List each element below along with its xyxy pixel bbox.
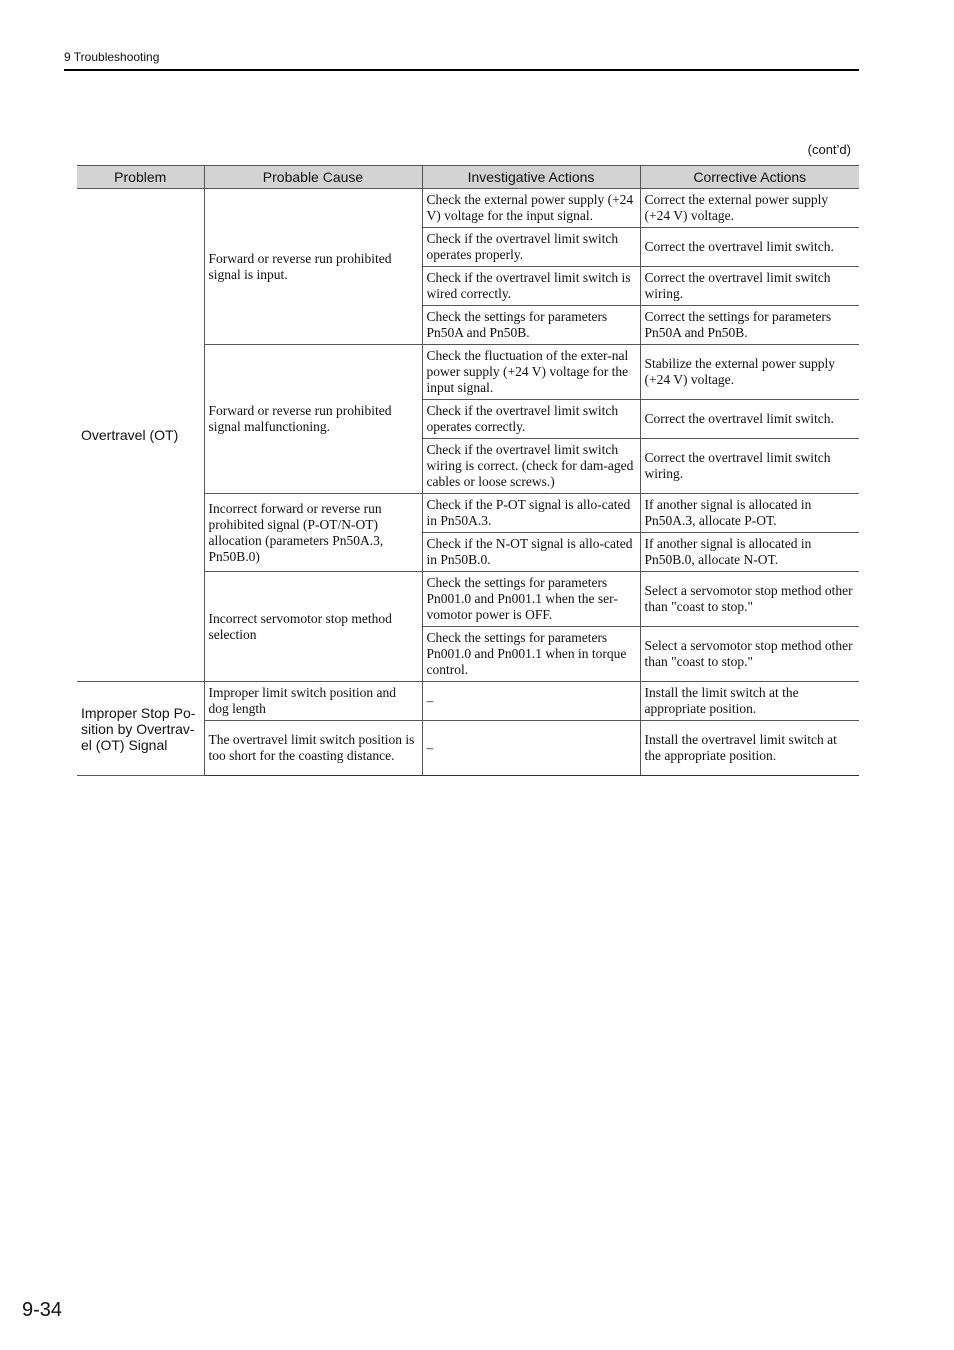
investigative-action-cell: Check if the overtravel limit switch operates correctly.	[422, 400, 640, 439]
investigative-action-cell: Check if the P-OT signal is allo-cated in Pn50A.3.	[422, 494, 640, 533]
problem-cell: Overtravel (OT)	[77, 189, 204, 682]
corrective-action-cell: Install the limit switch at the appropriate position.	[640, 682, 859, 721]
corrective-action-cell: Correct the overtravel limit switch.	[640, 400, 859, 439]
header-text: 9 Troubleshooting	[64, 50, 160, 64]
corrective-action-cell: Stabilize the external power supply (+24 V) voltage.	[640, 345, 859, 400]
cause-cell: Forward or reverse run prohibited signal malfunctioning.	[204, 345, 422, 494]
investigative-action-cell: –	[422, 682, 640, 721]
running-header	[64, 50, 859, 71]
corrective-action-cell: Correct the external power supply (+24 V) voltage.	[640, 189, 859, 228]
investigative-action-cell: Check if the N-OT signal is allo-cated in Pn50B.0.	[422, 533, 640, 572]
corrective-action-cell: If another signal is allocated in Pn50A.3, allocate P-OT.	[640, 494, 859, 533]
corrective-action-cell: Correct the settings for parameters Pn50A and Pn50B.	[640, 306, 859, 345]
cause-cell: Incorrect forward or reverse run prohibited signal (P-OT/N-OT) allocation (parameters Pn50A.3, Pn50B.0)	[204, 494, 422, 572]
cause-cell: Incorrect servomotor stop method selection	[204, 572, 422, 682]
column-header-corrective-actions: Corrective Actions	[640, 166, 859, 189]
table-header-row	[77, 166, 859, 189]
investigative-action-cell: Check if the overtravel limit switch wiring is correct. (check for dam-aged cables or loose screws.)	[422, 439, 640, 494]
corrective-action-cell: Correct the overtravel limit switch wiring.	[640, 439, 859, 494]
investigative-action-cell: Check the external power supply (+24 V) voltage for the input signal.	[422, 189, 640, 228]
investigative-action-cell: Check the fluctuation of the exter-nal power supply (+24 V) voltage for the input signal.	[422, 345, 640, 400]
corrective-action-cell: Install the overtravel limit switch at the appropriate position.	[640, 721, 859, 776]
cause-cell: Forward or reverse run prohibited signal is input.	[204, 189, 422, 345]
page-number: 9-34	[22, 1299, 63, 1321]
investigative-action-cell: Check if the overtravel limit switch is wired correctly.	[422, 267, 640, 306]
table-row	[77, 189, 859, 228]
corrective-action-cell: If another signal is allocated in Pn50B.0, allocate N-OT.	[640, 533, 859, 572]
column-header-problem: Problem	[77, 166, 204, 189]
column-header-probable-cause: Probable Cause	[204, 166, 422, 189]
investigative-action-cell: –	[422, 721, 640, 776]
corrective-action-cell: Select a servomotor stop method other than "coast to stop."	[640, 627, 859, 682]
investigative-action-cell: Check the settings for parameters Pn001.0 and Pn001.1 when in torque control.	[422, 627, 640, 682]
corrective-action-cell: Correct the overtravel limit switch.	[640, 228, 859, 267]
cause-cell: The overtravel limit switch position is too short for the coasting distance.	[204, 721, 422, 776]
column-header-investigative-actions: Investigative Actions	[422, 166, 640, 189]
investigative-action-cell: Check the settings for parameters Pn001.0 and Pn001.1 when the ser-vomotor power is OFF.	[422, 572, 640, 627]
troubleshooting-table	[77, 165, 859, 776]
cause-cell: Improper limit switch position and dog length	[204, 682, 422, 721]
corrective-action-cell: Correct the overtravel limit switch wiring.	[640, 267, 859, 306]
corrective-action-cell: Select a servomotor stop method other than "coast to stop."	[640, 572, 859, 627]
continued-label: (cont’d)	[807, 142, 851, 157]
problem-cell: Improper Stop Po-sition by Overtrav-el (OT) Signal	[77, 682, 204, 776]
investigative-action-cell: Check the settings for parameters Pn50A and Pn50B.	[422, 306, 640, 345]
table-row	[77, 682, 859, 721]
investigative-action-cell: Check if the overtravel limit switch operates properly.	[422, 228, 640, 267]
